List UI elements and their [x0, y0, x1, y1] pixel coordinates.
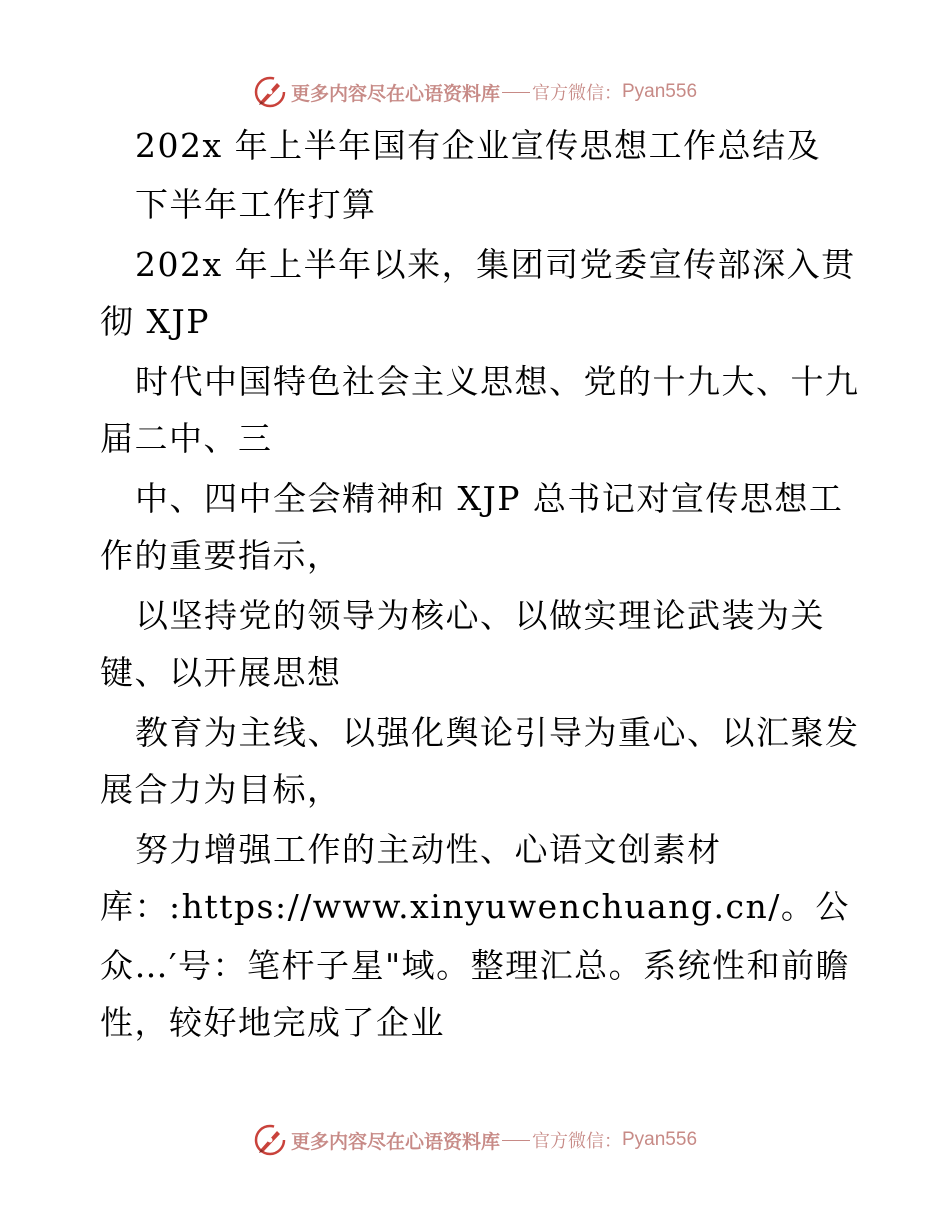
- watermark-id-text: Pyan556: [622, 1129, 698, 1150]
- paragraph-line: 时代中国特色社会主义思想、党的十九大、十九: [135, 362, 860, 401]
- paragraph-line: 彻 XJP: [100, 302, 210, 341]
- paragraph-line: 努力增强工作的主动性、心语文创素材: [135, 830, 722, 869]
- document-title-line-1: 202x 年上半年国有企业宣传思想工作总结及: [135, 126, 822, 165]
- paragraph-line: 展合力为目标，: [100, 770, 342, 809]
- watermark-main-text: 更多内容尽在心语资料库: [290, 82, 500, 105]
- watermark-sub-text: 官方微信：: [532, 1131, 622, 1152]
- watermark-main-text: 更多内容尽在心语资料库: [290, 1130, 500, 1153]
- paragraph-line: 届二中、三: [100, 419, 273, 458]
- paragraph-line: 教育为主线、以强化舆论引导为重心、以汇聚发: [135, 713, 860, 752]
- paragraph-line: 202x 年上半年以来，集团司党委宣传部深入贯: [135, 245, 856, 284]
- paragraph-line: 中、四中全会精神和 XJP 总书记对宣传思想工: [135, 479, 844, 518]
- paragraph-line: 以坚持党的领导为核心、以做实理论武装为关: [135, 596, 825, 635]
- paragraph-line: 库：:https://www.xinyuwenchuang.cn/。公: [100, 887, 850, 926]
- paragraph-line: 作的重要指示，: [100, 536, 342, 575]
- watermark-dash: [502, 1140, 530, 1141]
- watermark-sub-text: 官方微信：: [532, 83, 622, 104]
- paragraph-line: 键、以开展思想: [100, 653, 342, 692]
- paragraph-line: 众…′号：笔杆子星"域。整理汇总。系统性和前瞻: [100, 946, 851, 985]
- quill-pen-logo-icon: [253, 1123, 287, 1157]
- quill-pen-logo-icon: [253, 75, 287, 109]
- watermark-dash: [502, 92, 530, 93]
- paragraph-line: 性，较好地完成了企业: [100, 1003, 445, 1042]
- footer-watermark: [0, 1120, 950, 1160]
- header-watermark: [0, 72, 950, 112]
- watermark-id-text: Pyan556: [622, 81, 698, 102]
- document-title-line-2: 下半年工作打算: [135, 185, 377, 224]
